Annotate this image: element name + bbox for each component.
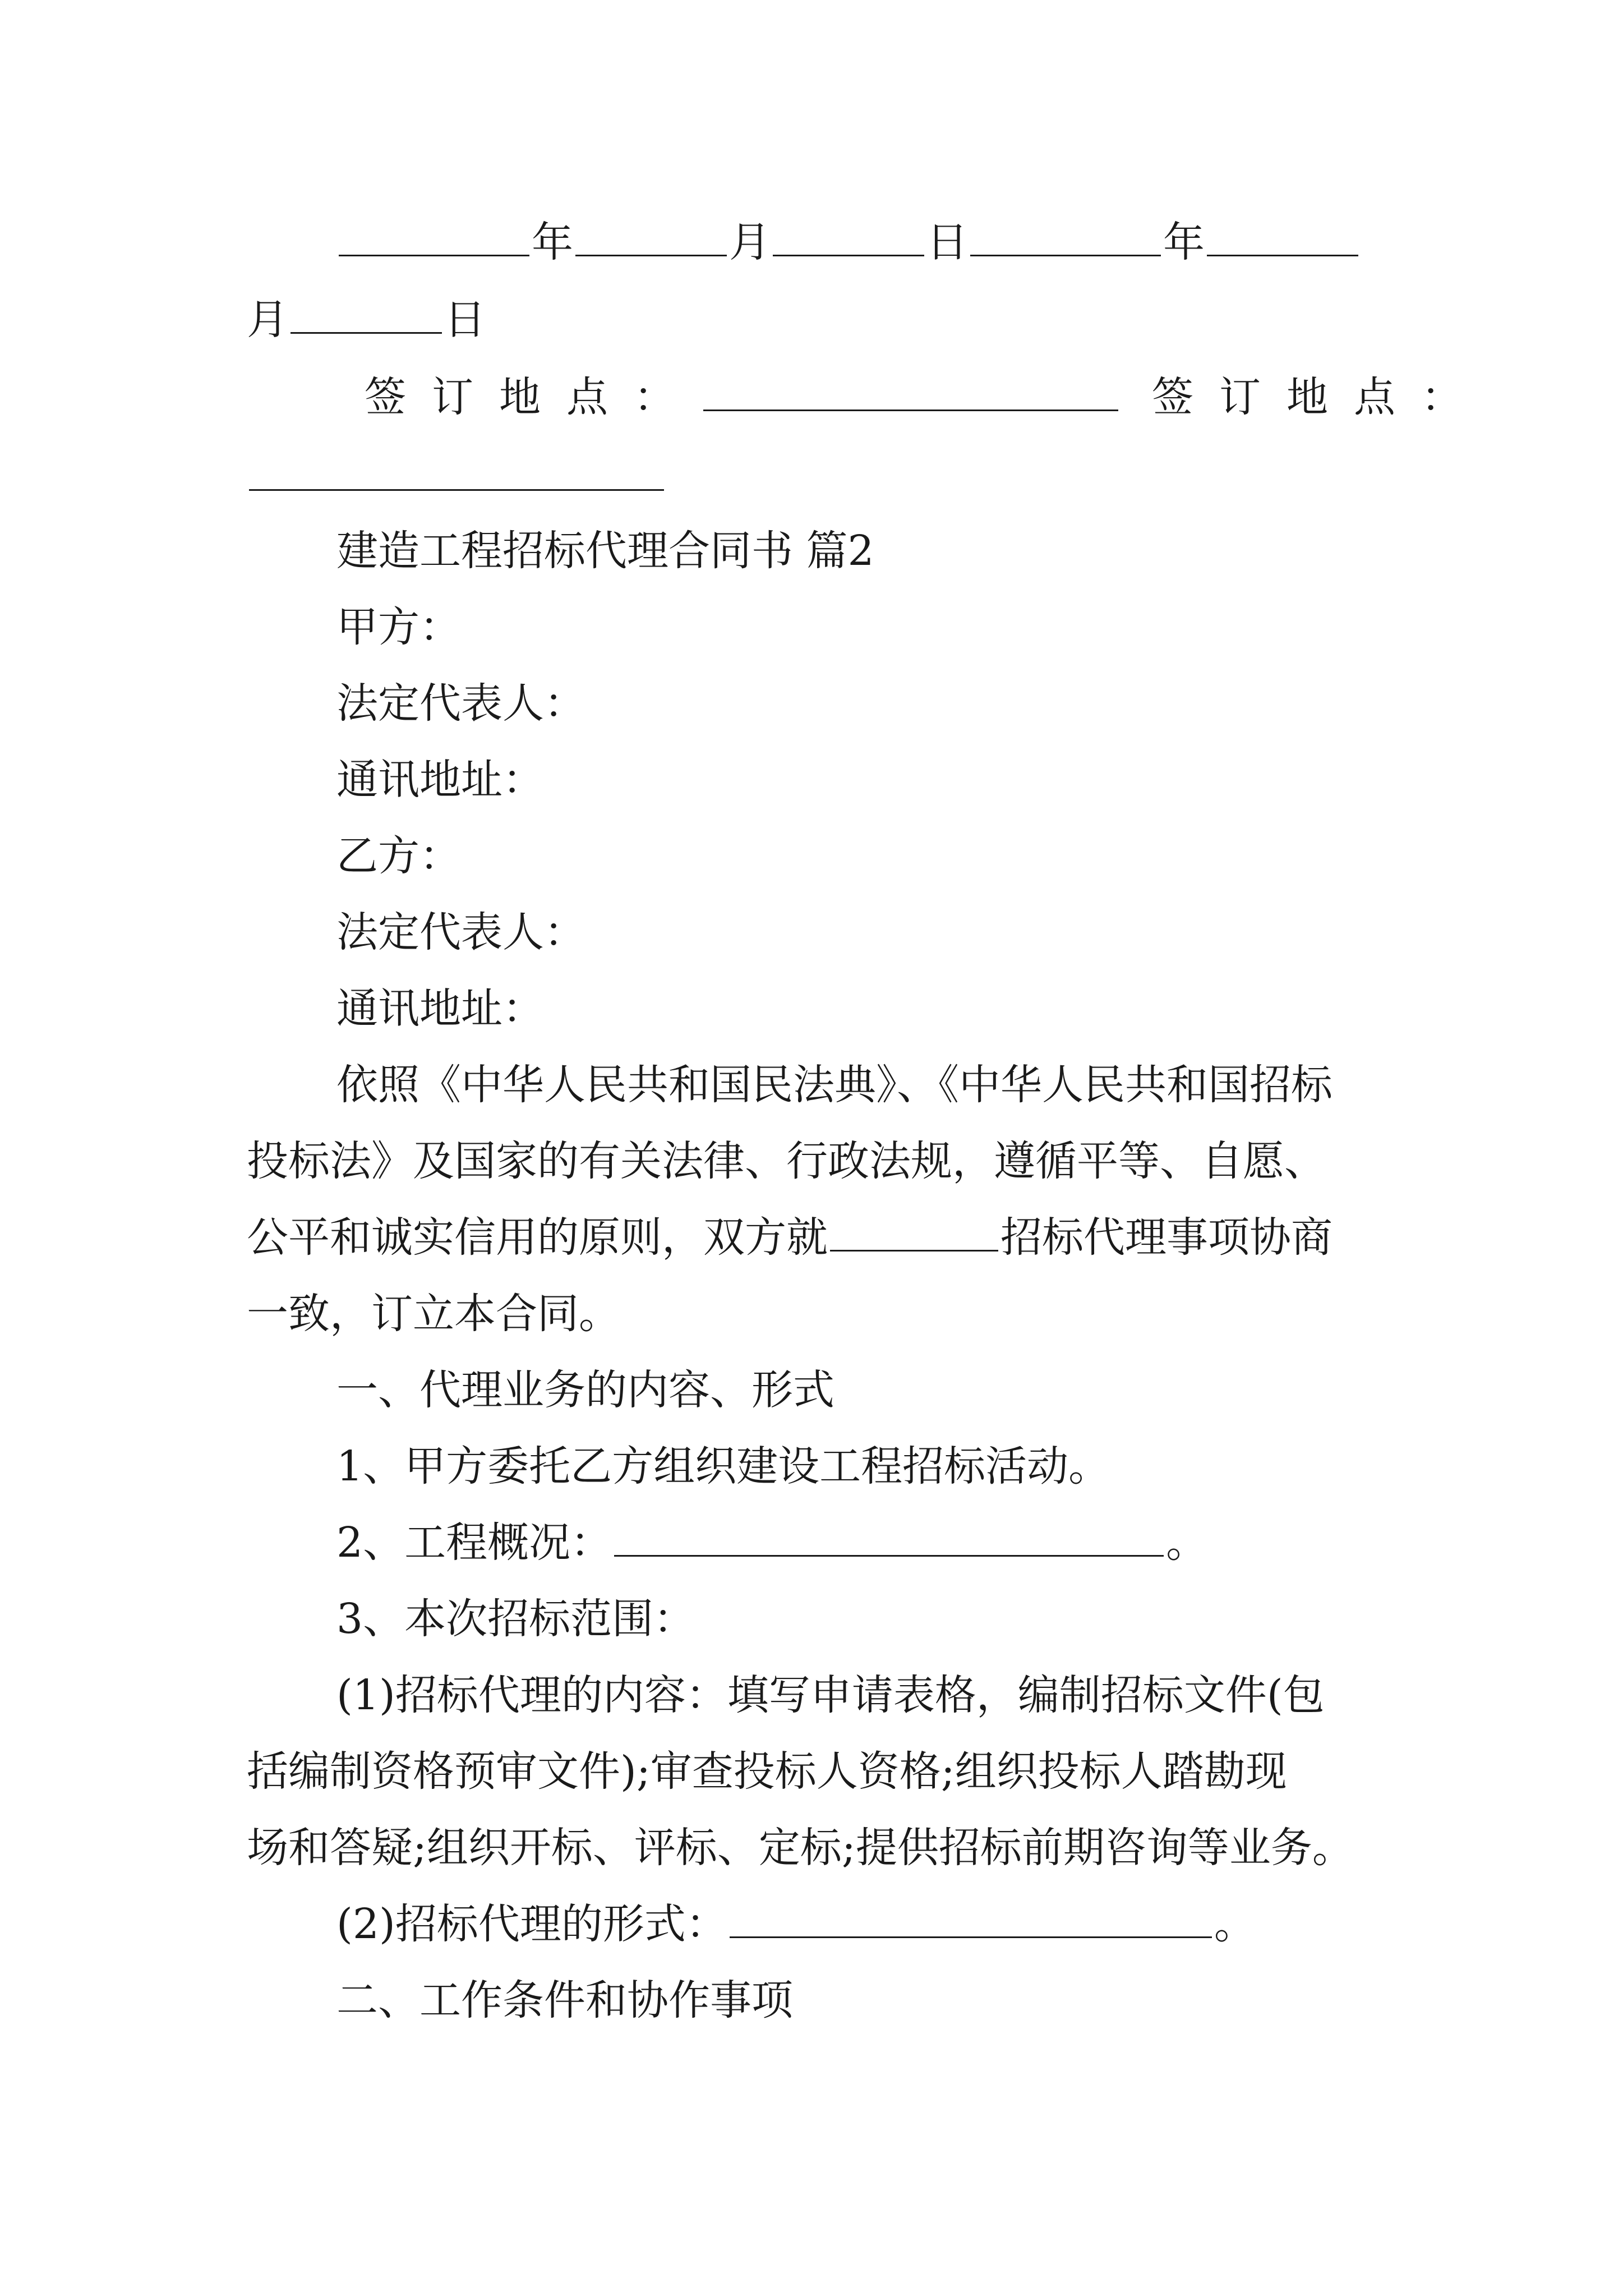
sign-place-blank-2	[249, 455, 664, 491]
sign-place-blank-1	[703, 376, 1118, 411]
intro-line-3-b: 招标代理事项协商	[1000, 1213, 1332, 1262]
intro-line-4: 一致，订立本合同。	[247, 1290, 620, 1338]
month-blank-2	[1207, 221, 1358, 256]
agency-form-label: (2)招标代理的形式：	[336, 1900, 727, 1948]
party-a-label: 甲方：	[336, 603, 461, 651]
day-blank-1	[773, 221, 924, 256]
intro-line-2: 投标法》及国家的有关法律、行政法规，遵循平等、自愿、	[247, 1137, 1326, 1185]
intro-line-3	[247, 1209, 1332, 1266]
day-blank-2	[291, 298, 442, 334]
article-1-item-1: 1、甲方委托乙方组织建设工程招标活动。	[336, 1442, 1110, 1490]
article-1-item-3: 3、本次招标范围：	[336, 1595, 695, 1643]
sign-place-label-1: 签订地点：	[365, 373, 701, 421]
month-label-2: 月	[247, 296, 288, 344]
agency-form-blank	[730, 1903, 1212, 1938]
day-label-1: 日	[926, 218, 968, 266]
article-1-sub-1-line-3: 场和答疑;组织开标、评标、定标;提供招标前期咨询等业务。	[247, 1824, 1354, 1872]
month-blank-1	[575, 221, 727, 256]
year-label-1: 年	[532, 218, 573, 266]
intro-line-1: 依照《中华人民共和国民法典》、《中华人民共和国招标	[336, 1061, 1332, 1109]
article-1-title: 一、代理业务的内容、形式	[336, 1366, 834, 1414]
project-name-blank	[830, 1216, 998, 1251]
date-line-cont	[247, 292, 486, 348]
project-overview-blank	[614, 1521, 1164, 1557]
date-line	[336, 214, 1361, 270]
party-b-label: 乙方：	[336, 832, 461, 880]
intro-line-3-a: 公平和诚实信用的原则，双方就	[247, 1213, 828, 1262]
project-overview-end: 。	[1166, 1519, 1208, 1567]
article-1-item-2	[336, 1515, 1207, 1571]
article-2-title: 二、工作条件和协作事项	[336, 1976, 793, 2024]
party-b-rep: 法定代表人：	[336, 908, 585, 956]
sign-place-label-2: 签订地点：	[1152, 373, 1488, 421]
party-a-rep: 法定代表人：	[336, 679, 585, 728]
party-a-address: 通讯地址：	[336, 756, 544, 804]
month-label-1: 月	[729, 218, 771, 266]
article-1-sub-2	[336, 1896, 1256, 1952]
project-overview-label: 2、工程概况：	[336, 1519, 612, 1567]
sign-place-line	[365, 369, 1488, 425]
article-1-sub-1-line-1: (1)招标代理的内容：填写申请表格，编制招标文件(包	[336, 1671, 1325, 1719]
agency-form-end: 。	[1214, 1900, 1256, 1948]
year-label-2: 年	[1163, 218, 1205, 266]
day-label-2: 日	[444, 296, 486, 344]
section-title: 建造工程招标代理合同书 篇2	[336, 527, 874, 575]
article-1-sub-1-line-2: 括编制资格预审文件);审查投标人资格;组织投标人踏勘现	[247, 1747, 1287, 1796]
party-b-address: 通讯地址：	[336, 984, 544, 1033]
year-blank-2	[970, 221, 1161, 256]
year-blank-1	[339, 221, 529, 256]
sign-place-line-cont	[247, 449, 666, 505]
